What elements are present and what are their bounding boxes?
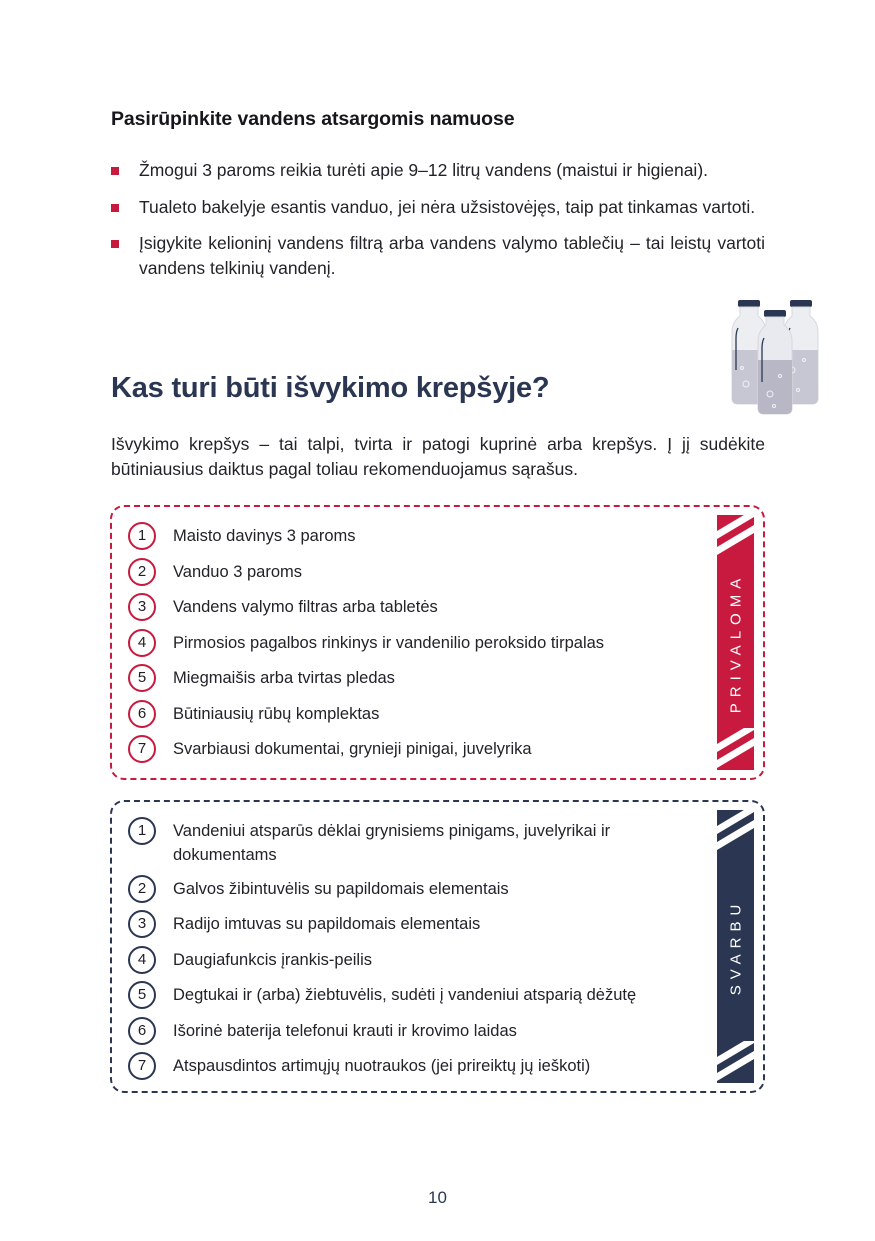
list-item	[128, 817, 688, 867]
item-number-badge: 6	[128, 700, 156, 728]
important-list-box	[110, 800, 765, 1093]
important-items-list	[128, 817, 688, 1088]
bullet-item	[111, 195, 765, 220]
item-text: Miegmaišis arba tvirtas pledas	[173, 669, 395, 687]
item-number-badge: 1	[128, 522, 156, 550]
mandatory-list-box	[110, 505, 765, 780]
bullet-text: Tualeto bakelyje esantis vanduo, jei nėra užsistovėjęs, taip pat tinkamas vartoti.	[139, 196, 756, 217]
list-item	[128, 593, 688, 621]
item-number-badge: 6	[128, 1017, 156, 1045]
item-text: Išorinė baterija telefonui krauti ir krovimo laidas	[173, 1021, 517, 1040]
item-text: Atspausdintos artimųjų nuotraukos (jei prireiktų jų ieškoti)	[173, 1057, 591, 1075]
list-item	[128, 735, 688, 763]
item-number-badge: 4	[128, 629, 156, 657]
item-text: Vandens valymo filtras arba tabletės	[173, 598, 438, 616]
bullet-item	[111, 158, 765, 183]
item-number-badge: 7	[128, 1052, 156, 1080]
list-item	[128, 629, 688, 657]
item-text: Svarbiausi dokumentai, grynieji pinigai, juvelyrika	[173, 740, 532, 758]
mandatory-ribbon	[717, 515, 754, 770]
item-number-badge: 7	[128, 735, 156, 763]
square-bullet-icon	[111, 167, 119, 175]
item-text: Galvos žibintuvėlis su papildomais elementais	[173, 879, 509, 898]
water-bottles-icon	[728, 298, 828, 416]
water-section-heading: Pasirūpinkite vandens atsargomis namuose	[111, 108, 515, 130]
water-bullet-list	[111, 158, 765, 292]
list-item	[128, 1052, 688, 1080]
diagonal-stripes-icon	[717, 1041, 754, 1083]
bullet-text: Žmogui 3 paroms reikia turėti apie 9–12 litrų vandens (maistui ir higienai).	[139, 160, 709, 180]
diagonal-stripes-icon	[717, 810, 754, 852]
square-bullet-icon	[111, 204, 119, 212]
diagonal-stripes-icon	[717, 728, 754, 770]
list-item	[128, 522, 688, 550]
list-item	[128, 981, 688, 1009]
list-item	[128, 1017, 688, 1045]
item-number-badge: 3	[128, 910, 156, 938]
bag-section-heading: Kas turi būti išvykimo krepšyje?	[111, 372, 550, 404]
item-number-badge: 4	[128, 946, 156, 974]
list-item	[128, 875, 688, 903]
item-number-badge: 5	[128, 981, 156, 1009]
item-number-badge: 2	[128, 875, 156, 903]
ribbon-label: SVARBU	[727, 898, 744, 995]
list-item	[128, 946, 688, 974]
square-bullet-icon	[111, 240, 119, 248]
mandatory-items-list	[128, 522, 688, 771]
item-number-badge: 1	[128, 817, 156, 845]
item-text: Radijo imtuvas su papildomais elementais	[173, 915, 481, 933]
item-text: Daugiafunkcis įrankis-peilis	[173, 950, 372, 969]
item-number-badge: 5	[128, 664, 156, 692]
item-text: Degtukai ir (arba) žiebtuvėlis, sudėti į vandeniui atsparią dėžutę	[173, 986, 637, 1004]
bag-section-intro: Išvykimo krepšys – tai talpi, tvirta ir patogi kuprinė arba krepšys. Į jį sudėkite būtiniausius daiktus pagal toliau rekomenduojamus sąrašus.	[111, 434, 765, 479]
diagonal-stripes-icon	[717, 515, 754, 557]
item-text: Vanduo 3 paroms	[173, 562, 303, 581]
item-number-badge: 3	[128, 593, 156, 621]
ribbon-label: PRIVALOMA	[727, 572, 744, 713]
item-number-badge: 2	[128, 558, 156, 586]
important-ribbon	[717, 810, 754, 1083]
list-item	[128, 700, 688, 728]
item-text: Pirmosios pagalbos rinkinys ir vandenilio peroksido tirpalas	[173, 633, 605, 652]
item-text: Vandeniui atsparūs dėklai grynisiems pinigams, juvelyrikai ir dokumentams	[173, 822, 611, 864]
list-item	[128, 664, 688, 692]
bullet-text: Įsigykite kelioninį vandens filtrą arba vandens valymo tablečių – tai leistų vartoti vandens telkinių vandenį.	[139, 233, 765, 278]
item-text: Maisto davinys 3 paroms	[173, 527, 356, 545]
list-item	[128, 910, 688, 938]
list-item	[128, 558, 688, 586]
item-text: Būtiniausių rūbų komplektas	[173, 704, 380, 723]
bullet-item	[111, 231, 765, 280]
page-number: 10	[428, 1188, 447, 1207]
